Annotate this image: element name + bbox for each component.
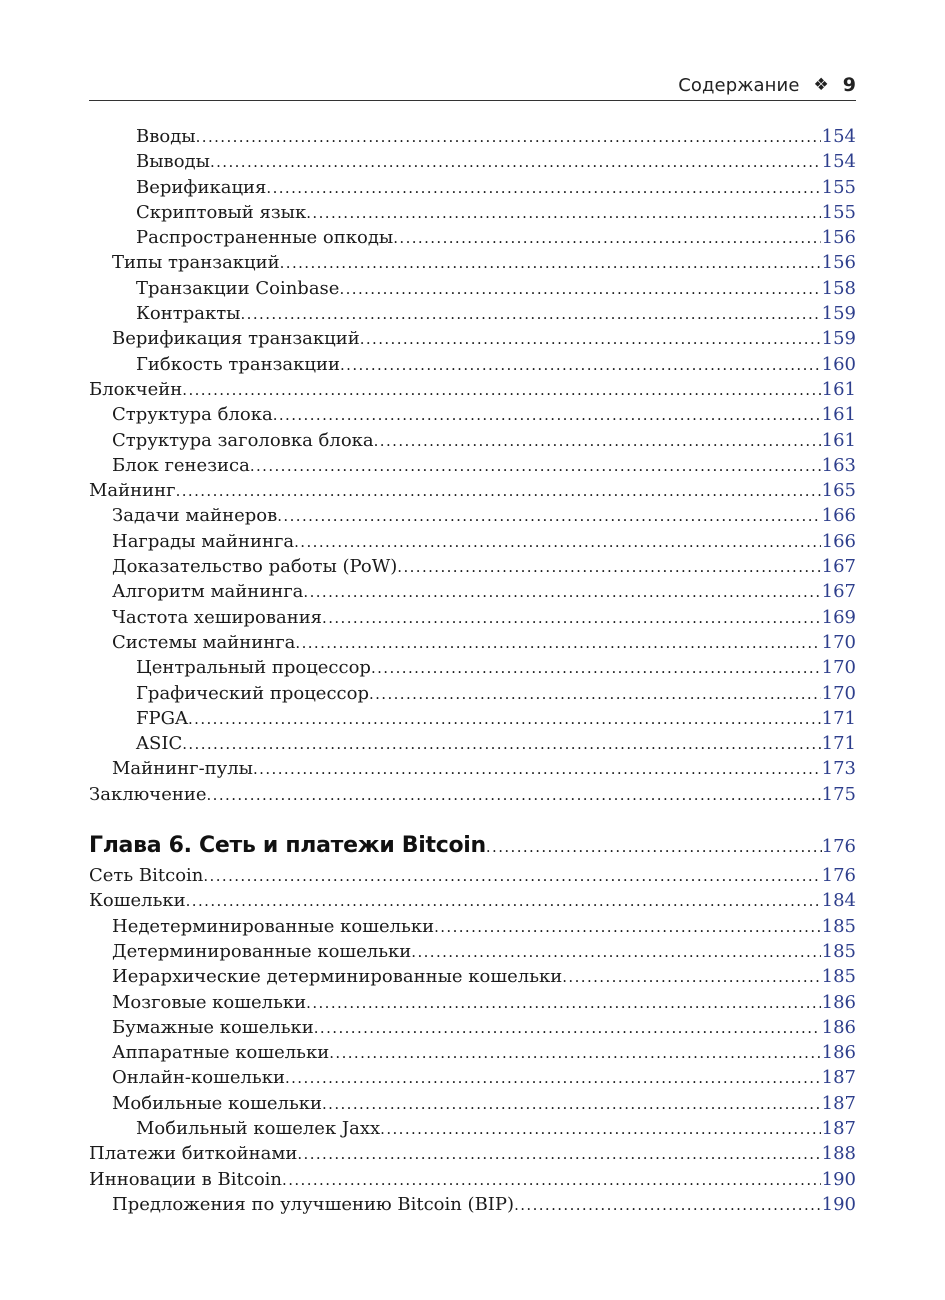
toc-entry-page: 175 [821, 783, 856, 805]
chapter-title: Глава 6. Сеть и платежи Bitcoin [89, 833, 486, 859]
dot-leader [339, 277, 820, 302]
dot-leader [182, 732, 820, 757]
toc-entry-title: Выводы [136, 151, 210, 173]
dot-leader [282, 1168, 821, 1193]
toc-entry[interactable] [89, 1167, 856, 1192]
dot-leader [295, 631, 820, 656]
dot-leader [241, 302, 821, 327]
toc-entry-title: Гибкость транзакции [136, 353, 340, 375]
dot-leader [486, 830, 822, 864]
toc-entry-page: 166 [821, 530, 856, 552]
toc-entry-title: ASIC [136, 733, 183, 755]
toc-entry[interactable] [89, 124, 856, 149]
toc-entry[interactable] [89, 453, 856, 478]
toc-entry-title: Алгоритм майнинга [112, 581, 304, 603]
dot-leader [250, 454, 821, 479]
dot-leader [188, 707, 821, 732]
toc-entry-page: 169 [821, 606, 856, 628]
toc-entry-title: Графический процессор [136, 682, 369, 704]
toc-entry[interactable] [89, 914, 856, 939]
toc-entry-title: FPGA [136, 707, 188, 729]
toc-entry-title: Системы майнинга [112, 631, 296, 653]
toc-entry[interactable] [89, 175, 856, 200]
toc-entry-title: Контракты [136, 303, 241, 325]
header-title: Содержание [678, 74, 800, 96]
dot-leader [294, 530, 821, 555]
toc-entry[interactable] [89, 276, 856, 301]
toc-entry-page: 184 [821, 890, 856, 912]
dot-leader [397, 555, 820, 580]
dot-leader [434, 915, 821, 940]
toc-entry[interactable] [89, 554, 856, 579]
toc-entry[interactable] [89, 1141, 856, 1166]
toc-entry-page: 161 [821, 429, 856, 451]
toc-entry[interactable] [89, 478, 856, 503]
toc-entry[interactable] [89, 579, 856, 604]
toc-section-chapter6 [89, 863, 856, 1217]
toc-entry[interactable] [89, 756, 856, 781]
dot-leader [329, 1041, 820, 1066]
toc-entry-page: 167 [821, 581, 856, 603]
toc-entry-title: Сеть Bitcoin [89, 865, 204, 887]
toc-entry-title: Скриптовый язык [136, 201, 307, 223]
toc-entry-title: Транзакции Coinbase [136, 277, 340, 299]
toc-entry-page: 170 [821, 657, 856, 679]
toc-entry-title: Предложения по улучшению Bitcoin (BIP) [112, 1193, 515, 1215]
toc-entry[interactable] [89, 863, 856, 888]
toc-entry-title: Награды майнинга [112, 530, 295, 552]
toc-entry-page: 190 [821, 1193, 856, 1215]
toc-entry-title: Верификация транзакций [112, 328, 360, 350]
dot-leader [340, 353, 821, 378]
toc-entry-title: Инновации в Bitcoin [89, 1168, 283, 1190]
toc-entry-page: 176 [821, 865, 856, 887]
toc-entry-title: Онлайн-кошельки [112, 1067, 285, 1089]
header-right [678, 74, 856, 96]
toc-entry-page: 160 [821, 353, 856, 375]
toc-entry-title: Детерминированные кошельки [112, 940, 412, 962]
toc-entry[interactable] [89, 402, 856, 427]
toc-entry-title: Недетерминированные кошельки [112, 915, 435, 937]
toc-entry[interactable] [89, 200, 856, 225]
toc-entry-title: Кошельки [89, 890, 186, 912]
toc-entry-page: 155 [821, 201, 856, 223]
dot-leader [322, 1092, 821, 1117]
toc-entry-page: 156 [821, 252, 856, 274]
toc-entry[interactable] [89, 428, 856, 453]
toc-entry-page: 185 [821, 940, 856, 962]
dot-leader [371, 656, 821, 681]
toc-entry[interactable] [89, 352, 856, 377]
toc-entry[interactable] [89, 605, 856, 630]
toc-entry-title: Майнинг-пулы [112, 758, 254, 780]
dot-leader [273, 403, 821, 428]
toc-entry[interactable] [89, 1192, 856, 1217]
chapter-page: 176 [821, 836, 856, 858]
dot-leader [196, 125, 821, 150]
dot-leader [176, 479, 821, 504]
toc-entry[interactable] [89, 1116, 856, 1141]
toc-entry[interactable] [89, 706, 856, 731]
dot-leader [306, 991, 820, 1016]
toc-entry[interactable] [89, 326, 856, 351]
table-of-contents [89, 124, 856, 1217]
toc-entry[interactable] [89, 990, 856, 1015]
toc-entry[interactable] [89, 655, 856, 680]
toc-entry-title: Майнинг [89, 480, 176, 502]
toc-entry-page: 167 [821, 556, 856, 578]
toc-entry[interactable] [89, 1040, 856, 1065]
toc-entry-page: 187 [821, 1067, 856, 1089]
toc-entry-page: 170 [821, 682, 856, 704]
toc-entry[interactable] [89, 225, 856, 250]
toc-entry[interactable] [89, 939, 856, 964]
toc-entry-page: 171 [821, 733, 856, 755]
toc-entry-page: 186 [821, 991, 856, 1013]
toc-entry-page: 185 [821, 966, 856, 988]
dot-leader [303, 580, 820, 605]
toc-entry-page: 166 [821, 505, 856, 527]
toc-entry-page: 165 [821, 480, 856, 502]
toc-entry-title: Структура заголовка блока [112, 429, 374, 451]
dot-leader [314, 1016, 821, 1041]
toc-entry-title: Мозговые кошельки [112, 991, 307, 1013]
toc-entry[interactable] [89, 1091, 856, 1116]
toc-entry-page: 188 [821, 1143, 856, 1165]
toc-entry-page: 154 [821, 126, 856, 147]
toc-entry[interactable] [89, 681, 856, 706]
toc-entry[interactable] [89, 250, 856, 275]
toc-entry-title: Заключение [89, 783, 207, 805]
dot-leader [207, 783, 821, 808]
toc-entry-page: 159 [821, 328, 856, 350]
dot-leader [203, 864, 820, 889]
toc-entry-page: 161 [821, 378, 856, 400]
running-header [89, 70, 856, 101]
toc-entry-page: 171 [821, 707, 856, 729]
dot-leader [280, 251, 821, 276]
toc-entry-title: Платежи биткойнами [89, 1143, 298, 1165]
toc-entry[interactable] [89, 630, 856, 655]
dot-leader [411, 940, 820, 965]
toc-entry[interactable] [89, 529, 856, 554]
dot-leader [562, 965, 820, 990]
fleuron-icon: ❖ [813, 75, 829, 95]
toc-entry-page: 155 [821, 176, 856, 198]
toc-entry-title: Доказательство работы (PoW) [112, 556, 398, 578]
dot-leader [514, 1193, 821, 1218]
toc-entry-page: 187 [821, 1117, 856, 1139]
toc-section-chapter5 [89, 124, 856, 807]
toc-entry-page: 186 [821, 1016, 856, 1038]
toc-entry-title: Типы транзакций [112, 252, 280, 274]
toc-entry-title: Мобильные кошельки [112, 1092, 322, 1114]
dot-leader [306, 201, 820, 226]
dot-leader [285, 1066, 821, 1091]
toc-entry-page: 158 [821, 277, 856, 299]
toc-entry-title: Мобильный кошелек Jaxx [136, 1117, 381, 1139]
toc-entry[interactable] [89, 888, 856, 913]
toc-entry-page: 154 [821, 151, 856, 173]
dot-leader [277, 504, 820, 529]
toc-entry[interactable] [89, 149, 856, 174]
dot-leader [266, 176, 820, 201]
toc-entry-page: 161 [821, 404, 856, 426]
toc-entry[interactable] [89, 503, 856, 528]
toc-entry-page: 163 [821, 454, 856, 476]
dot-leader [360, 327, 821, 352]
toc-entry-title: Блокчейн [89, 378, 183, 400]
dot-leader [186, 889, 821, 914]
toc-entry[interactable] [89, 964, 856, 989]
toc-entry-title: Структура блока [112, 404, 273, 426]
toc-entry-title: Задачи майнеров [112, 505, 278, 527]
toc-entry-page: 170 [821, 631, 856, 653]
toc-entry[interactable] [89, 1065, 856, 1090]
dot-leader [253, 757, 821, 782]
dot-leader [393, 226, 820, 251]
toc-entry-title: Аппаратные кошельки [112, 1042, 330, 1064]
toc-entry-title: Распространенные опкоды [136, 227, 394, 249]
dot-leader [369, 682, 821, 707]
page-number: 9 [842, 74, 856, 96]
toc-entry-title: Бумажные кошельки [112, 1016, 314, 1038]
toc-entry-page: 159 [821, 303, 856, 325]
toc-entry[interactable] [89, 1015, 856, 1040]
dot-leader [210, 150, 821, 175]
dot-leader [380, 1117, 820, 1142]
dot-leader [297, 1142, 820, 1167]
toc-entry-title: Верификация [136, 176, 267, 198]
toc-entry-page: 190 [821, 1168, 856, 1190]
toc-chapter-heading[interactable] [89, 829, 856, 863]
toc-entry[interactable] [89, 782, 856, 807]
toc-entry[interactable] [89, 301, 856, 326]
toc-entry-page: 186 [821, 1042, 856, 1064]
toc-entry-title: Центральный процессор [136, 657, 371, 679]
toc-entry-page: 187 [821, 1092, 856, 1114]
toc-entry-title: Вводы [136, 126, 196, 147]
dot-leader [182, 378, 820, 403]
toc-entry-title: Частота хеширования [112, 606, 323, 628]
toc-entry-title: Иерархические детерминированные кошельки [112, 966, 563, 988]
dot-leader [374, 429, 821, 454]
toc-entry-page: 156 [821, 227, 856, 249]
toc-entry[interactable] [89, 377, 856, 402]
dot-leader [322, 606, 821, 631]
toc-entry-page: 185 [821, 915, 856, 937]
toc-entry-page: 173 [821, 758, 856, 780]
toc-entry-title: Блок генезиса [112, 454, 250, 476]
toc-entry[interactable] [89, 731, 856, 756]
